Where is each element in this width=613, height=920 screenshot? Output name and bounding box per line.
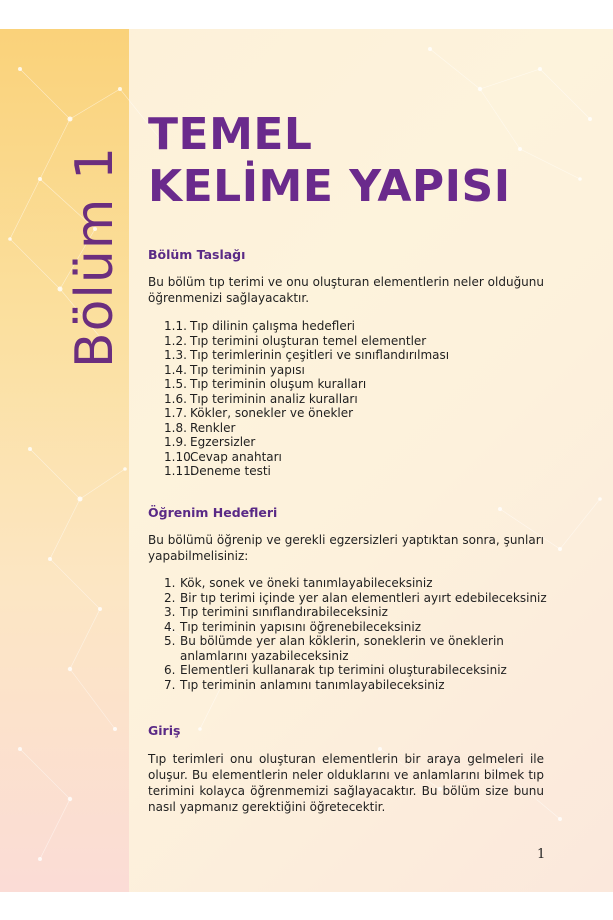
goal-item: 1. Kök, sonek ve öneki tanımlayabileceksiniz <box>164 576 433 590</box>
outline-item: 1.11.Deneme testi <box>164 464 271 478</box>
outline-heading: Bölüm Taslağı <box>148 247 246 262</box>
intro-heading: Giriş <box>148 723 181 738</box>
goals-list <box>164 576 548 692</box>
goals-heading: Öğrenim Hedefleri <box>148 505 278 520</box>
goal-item: 6. Elementleri kullanarak tıp terimini oluşturabileceksiniz <box>164 663 507 677</box>
outline-item: 1.7. Kökler, sonekler ve önekler <box>164 406 354 420</box>
outline-item: 1.8. Renkler <box>164 420 236 435</box>
goal-item: 2. Bir tıp terimi içinde yer alan elementleri ayırt edebileceksiniz <box>164 590 547 605</box>
page-number: 1 <box>537 847 546 862</box>
outline-item: 1.1. Tıp dilinin çalışma hedefleri <box>164 319 355 333</box>
outline-item: 1.5. Tıp teriminin oluşum kuralları <box>164 377 367 391</box>
outline-intro: Bu bölüm tıp terimi ve onu oluşturan elementlerin neler olduğunu öğrenmenizi sağlayacaktır. <box>148 275 544 305</box>
goal-item: 4. Tıp teriminin yapısını öğrenebileceksiniz <box>164 619 422 634</box>
goals-intro: Bu bölümü öğrenip ve gerekli egzersizleri yaptıktan sonra, şunları yapabilmelisiniz: <box>148 533 544 563</box>
title-line-1: TEMEL <box>148 109 313 160</box>
outline-item: 1.4. Tıp teriminin yapısı <box>164 362 305 377</box>
goal-item: 3. Tıp terimini sınıflandırabileceksiniz <box>164 605 388 619</box>
outline-item: 1.6. Tıp teriminin analiz kuralları <box>164 391 358 406</box>
page-title <box>148 109 511 213</box>
intro-body: Tıp terimleri onu oluşturan elementlerin bir araya gelmeleri ile oluşur. Bu elementlerin neler olduklarını ve anlamlarını bilmek tıp terimini kolayca öğrenmemizi sağlayacaktır. Bu bölüm size bunu nasıl yapmanız gerektiğini öğretecektir. <box>148 752 544 814</box>
outline-item: 1.9. Egzersizler <box>164 435 256 449</box>
outline-list <box>164 319 449 479</box>
goal-item: 5. Bu bölümde yer alan köklerin, soneklerin ve öneklerin anlamlarını yazabileceksiniz <box>164 634 504 663</box>
chapter-label: Bölüm 1 <box>65 145 125 369</box>
outline-item: 1.2. Tıp terimini oluşturan temel elementler <box>164 333 427 348</box>
book-page <box>0 29 613 892</box>
goal-item: 7. Tıp teriminin anlamını tanımlayabileceksiniz <box>164 677 445 692</box>
title-line-2: KELİME YAPISI <box>148 161 511 212</box>
outline-item: 1.3. Tıp terimlerinin çeşitleri ve sınıflandırılması <box>164 348 450 362</box>
outline-item: 1.10.Cevap anahtarı <box>164 449 282 464</box>
